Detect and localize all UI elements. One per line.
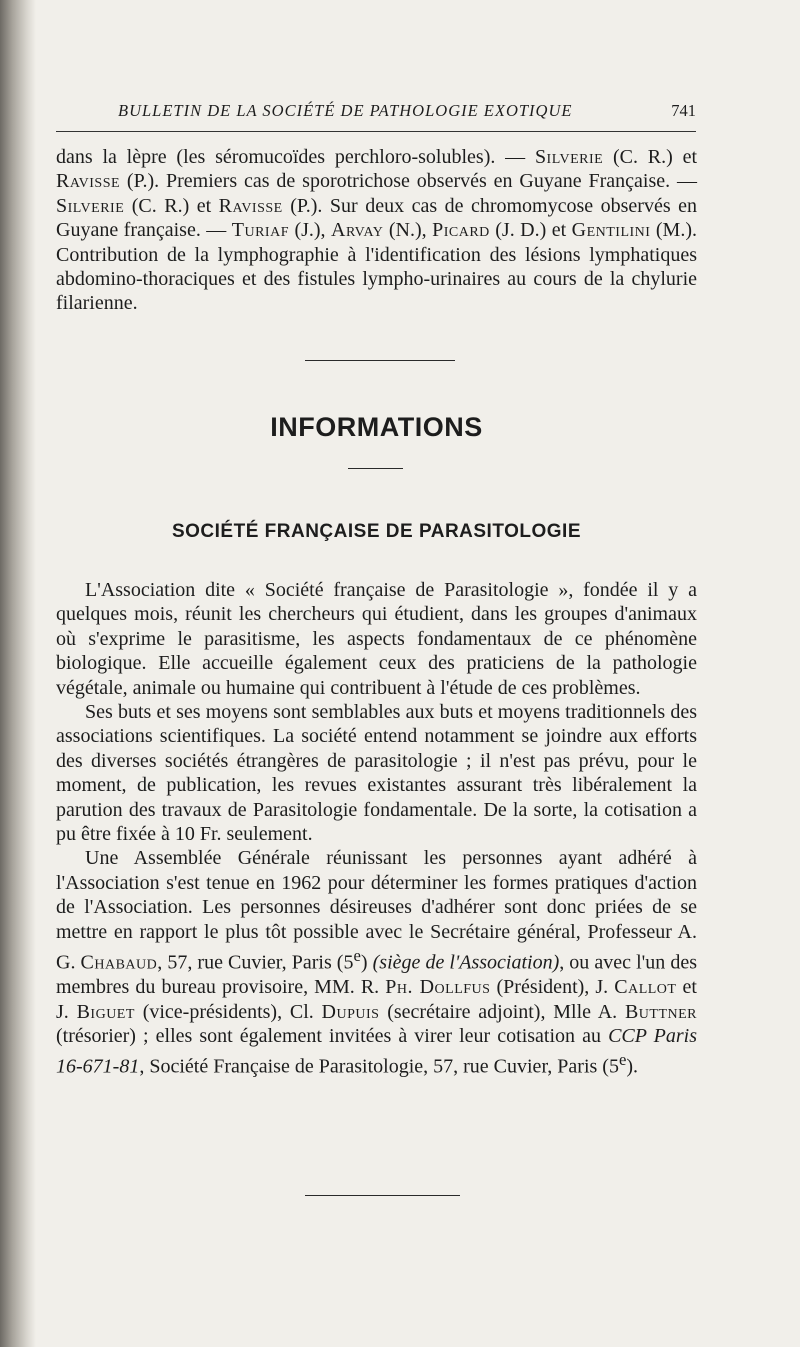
author-name: Picard [432, 219, 490, 242]
subsection-heading: SOCIÉTÉ FRANÇAISE DE PARASITOLOGIE [171, 521, 581, 542]
section-heading: INFORMATIONS [270, 412, 483, 442]
paragraph: Une Assemblée Générale réunissant les personnes ayant adhéré à l'Association s'est tenue en 1962 pour déterminer les formes pratiques d'action de l'Association. Les personnes désireuses d'adhérer sont donc priées de se mettre en rapport le plus tôt possible avec le Secrétaire général, Professeur A. G. Chabaud, 57, rue Cuvier, Paris (5e) (siège de l'Association), ou avec l'un des membres du bureau provisoire, MM. R. Ph. Dollfus (Président), J. Callot et J. Biguet (vice-présidents), Cl. Dupuis (secrétaire adjoint), Mlle A. Buttner (trésorier) ; elles sont également invitées à virer leur cotisation au CCP Paris 16-671-81, Société Française de Parasitologie, 57, rue Cuvier, Paris (5e). [56, 847, 698, 1079]
separator-rule [305, 360, 455, 361]
person-name: Biguet [76, 1000, 135, 1023]
person-name: Chabaud [80, 951, 158, 974]
author-name: Ravisse [56, 170, 121, 193]
running-header [56, 101, 696, 129]
header-rule [56, 131, 696, 132]
author-name: Silverie [534, 146, 604, 168]
person-name: Ph. Dollfus [385, 976, 491, 999]
author-name: Gentilini [571, 219, 651, 242]
paragraph: Ses buts et ses moyens sont semblables aux buts et moyens traditionnels des associations scientifiques. La société entend notamment se joindre aux efforts des diverses sociétés étrangères de parasitologie ; il n'est pas prévu, pour le moment, de publication, les revues existantes assurant très libéralement la parution des travaux de Parasitologie fondamentale. De la sorte, la cotisation a pu être fixée à 10 Fr. seulement. [56, 701, 697, 846]
page-number: 741 [671, 101, 696, 120]
closing-rule [305, 1195, 460, 1196]
author-name: Silverie [56, 194, 125, 217]
journal-title: BULLETIN DE LA SOCIÉTÉ DE PATHOLOGIE EXOTIQUE [118, 101, 573, 120]
person-name: Callot [614, 976, 677, 999]
person-name: Dupuis [321, 1000, 380, 1023]
author-name: Arvay [331, 219, 384, 242]
author-name: Ravisse [218, 194, 283, 217]
page-binding-edge [0, 0, 36, 1347]
person-name: Buttner [624, 1000, 697, 1023]
short-separator-rule [348, 468, 403, 469]
author-name: Turiaf [231, 219, 289, 242]
paragraph: L'Association dite « Société française de Parasitologie », fondée il y a quelques mois, réunit les chercheurs qui étudient, dans les groupes d'animaux où s'exprime le parasitisme, les aspects fondamentaux de ce phénomène biologique. Elle accueille également ceux des praticiens de la pathologie végétale, animale ou humaine qui contribuent à l'étude de ces problèmes. [56, 579, 697, 699]
continuation-paragraph: dans la lèpre (les séromucoïdes perchloro-solubles). — Silverie (C. R.) et Ravisse (P.). Premiers cas de sporotrichose observés en Guyane Française. — Silverie (C. R.) et Ravisse (P.). Sur deux cas de chromomycose observés en Guyane française. — Turiaf (J.), Arvay (N.), Picard (J. D.) et Gentilini (M.). Contribution de la lymphographie à l'identification des lésions lymphatiques abdomino-thoraciques et des fistules lympho-urinaires au cours de la chylurie filarienne. [56, 146, 698, 315]
article-body [56, 578, 697, 1079]
